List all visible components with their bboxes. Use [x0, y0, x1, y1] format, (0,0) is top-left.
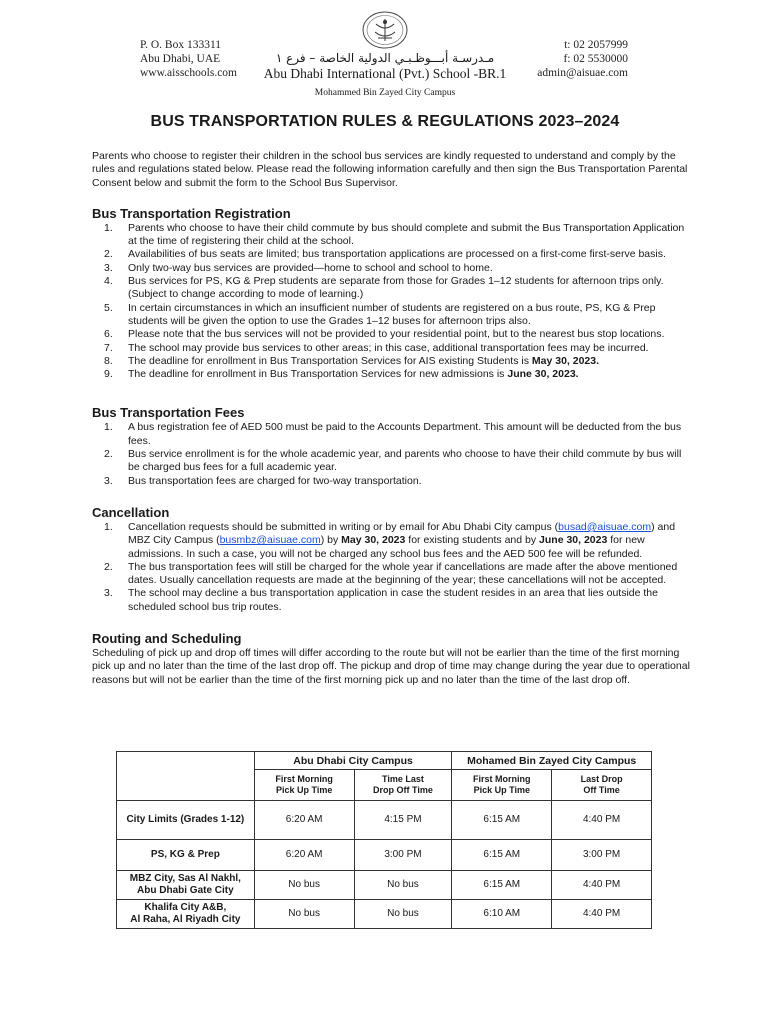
table-cell: 3:00 PM: [552, 840, 652, 871]
row-label: MBZ City, Sas Al Nakhl, Abu Dhabi Gate City: [117, 871, 255, 900]
table-header-row: [117, 752, 652, 770]
list-item: 2. Bus service enrollment is for the whole academic year, and parents who choose to have their child commute by bus will be charged bus fees for a full academic year.: [104, 448, 682, 474]
registration-list: [92, 222, 692, 382]
list-item: 7. The school may provide bus services to other areas; in this case, additional transportation fees may be incurred.: [104, 341, 649, 354]
table-cell: 6:15 AM: [452, 871, 552, 900]
table-row: [117, 801, 652, 840]
table-cell: 4:40 PM: [552, 871, 652, 900]
table-cell: No bus: [254, 900, 354, 929]
list-item: 4. Bus services for PS, KG & Prep students are separate from those for Grades 1–12 students for afternoon trips only.(Subject to change according to mode of learning.): [104, 275, 664, 301]
document-body: [92, 150, 692, 687]
list-item: 2. The bus transportation fees will still be charged for the whole year if cancellations are made after the above mentioned dates. Usually cancellation requests are made at the beginning of the year; these cancellations will not be accepted.: [104, 560, 678, 587]
row-label: PS, KG & Prep: [117, 840, 255, 871]
city: Abu Dhabi, UAE: [140, 53, 221, 65]
campus-name: Mohammed Bin Zayed City Campus: [314, 88, 456, 98]
subheader-cell: Last Drop Off Time: [552, 770, 652, 801]
school-name: Abu Dhabi International (Pvt.) School -BR.1: [263, 66, 507, 81]
list-item: 8. The deadline for enrollment in Bus Transportation Services for AIS existing Students is May 30, 2023.: [104, 354, 600, 367]
routing-paragraph: Scheduling of pick up and drop off times will differ according to the route but will not be earlier than the time of the first morning pick up and no later than the time of the last drop off. The pickup and drop of time may change during the year due to operational reasons but will not be earlier than the time of the first morning pick up and no later than the time of the last drop off.: [92, 647, 690, 686]
cancellation-section: [92, 505, 692, 614]
list-item: 1. Parents who choose to have their child commute by bus should complete and submit the Bus Transportation Application at the time of registering their child at the school.: [104, 221, 685, 248]
letterhead-center: [250, 10, 520, 98]
registration-heading: Bus Transportation Registration: [92, 205, 291, 221]
table-corner-cell: [117, 752, 255, 801]
busad-email-link[interactable]: busad@aisuae.com: [558, 520, 652, 533]
deadline-existing: May 30, 2023.: [531, 354, 600, 367]
letterhead-contact: [537, 38, 628, 80]
table-cell: 6:20 AM: [254, 801, 354, 840]
subheader-cell: Time Last Drop Off Time: [354, 770, 452, 801]
cancellation-heading: Cancellation: [92, 504, 170, 520]
table-cell: 6:20 AM: [254, 840, 354, 871]
table-cell: No bus: [354, 871, 452, 900]
row-label: Khalifa City A&B, Al Raha, Al Riyadh City: [117, 900, 255, 929]
list-item: 3. Only two-way bus services are provided—home to school and school to home.: [104, 261, 493, 274]
cancellation-list: [92, 521, 692, 614]
list-item: 3. Bus transportation fees are charged for two-way transportation.: [104, 474, 422, 487]
table-cell: 4:40 PM: [552, 900, 652, 929]
header-abu-dhabi-campus: Abu Dhabi City Campus: [254, 752, 452, 770]
letterhead-address: [140, 38, 237, 80]
list-item: 5. In certain circumstances in which an insufficient number of students are registered on a bus route, PS, KG & Prep students will be given the option to use the Grades 1–12 buses for afternoon trips also.: [104, 301, 656, 327]
fees-heading: Bus Transportation Fees: [92, 405, 245, 421]
list-item: 3. The school may decline a bus transportation application in case the student resides in an area that lies outside the scheduled school bus trip routes.: [104, 587, 658, 613]
routing-section: [92, 631, 692, 687]
fees-list: [92, 421, 692, 487]
header-mbz-campus: Mohamed Bin Zayed City Campus: [452, 752, 652, 770]
email: admin@aisuae.com: [537, 67, 628, 79]
arabic-school-name: مـدرسـة أبـــوظـبـي الدولية الخاصة – فرع ١: [275, 51, 495, 65]
routing-heading: Routing and Scheduling: [92, 631, 242, 647]
school-crest-icon: [359, 10, 411, 50]
bus-schedule-table: [116, 751, 652, 929]
table-cell: No bus: [354, 900, 452, 929]
table-row: [117, 840, 652, 871]
list-item: 6. Please note that the bus services will not be provided to your residential point, but to the nearest bus stop locations.: [104, 328, 665, 341]
deadline-new: June 30, 2023.: [507, 368, 579, 381]
list-item: 2. Availabilities of bus seats are limited; bus transportation applications are processed on a first-come first-serve basis.: [104, 248, 666, 261]
page-title: BUS TRANSPORTATION RULES & REGULATIONS 2023–2024: [150, 113, 620, 130]
row-label: City Limits (Grades 1-12): [117, 801, 255, 840]
table-cell: 3:00 PM: [354, 840, 452, 871]
busmbz-email-link[interactable]: busmbz@aisuae.com: [219, 534, 321, 547]
intro-paragraph: Parents who choose to register their children in the school bus services are kindly requested to understand and comply by the rules and regulations stated below. Please read the following information carefully and then sign the Bus Transportation Parental Consent below and submit the form to the School Bus Supervisor.: [92, 150, 688, 189]
subheader-cell: First Morning Pick Up Time: [452, 770, 552, 801]
fees-section: [92, 405, 692, 487]
phone: t: 02 2057999: [564, 39, 628, 51]
list-item: 1. A bus registration fee of AED 500 must be paid to the Accounts Department. This amount will be deducted from the bus fees.: [104, 421, 682, 447]
website: www.aisschools.com: [140, 67, 237, 79]
table-cell: 6:15 AM: [452, 840, 552, 871]
registration-section: [92, 206, 692, 382]
fax: f: 02 5530000: [563, 53, 628, 65]
table-cell: 6:10 AM: [452, 900, 552, 929]
list-item: 9. The deadline for enrollment in Bus Transportation Services for new admissions is June 30, 2023.: [104, 368, 579, 381]
list-item: 1. Cancellation requests should be submitted in writing or by email for Abu Dhabi City campus (busad@aisuae.com) and MBZ City Campus (busmbz@aisuae.com) by May 30, 2023 for existing students and by June 30, 2023 for new admissions. In such a case, you will not be charged any school bus fees and the AED 500 fee will be refunded.: [104, 520, 676, 560]
subheader-cell: First Morning Pick Up Time: [254, 770, 354, 801]
table-row: [117, 871, 652, 900]
po-box: P. O. Box 133311: [140, 39, 222, 51]
table-cell: No bus: [254, 871, 354, 900]
table-cell: 4:40 PM: [552, 801, 652, 840]
table-row: [117, 900, 652, 929]
table-cell: 6:15 AM: [452, 801, 552, 840]
table-cell: 4:15 PM: [354, 801, 452, 840]
